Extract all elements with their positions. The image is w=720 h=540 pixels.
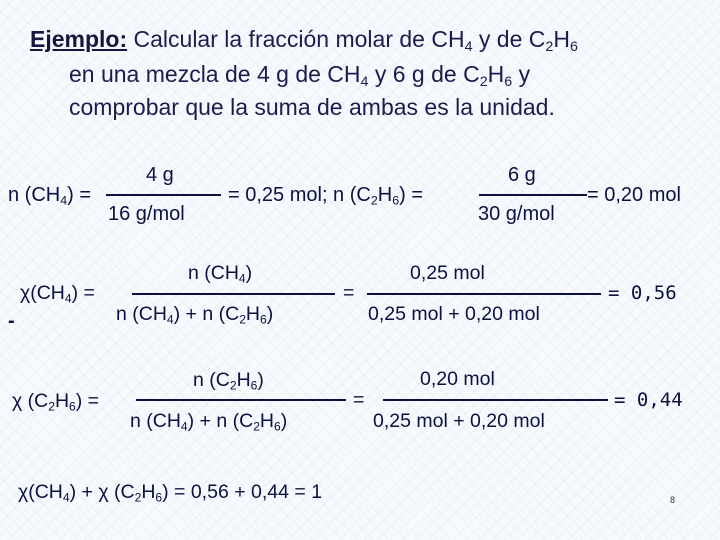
x-ch4-value-fraction-bar [367, 293, 601, 295]
x-ch4-lhs: $\chi(CH_4)$ = [20, 282, 95, 306]
x-ch4-denominator-value: 0,25 mol + 0,20 mol [368, 303, 540, 325]
n-ch4-lhs: n $(CH_4)$ = [8, 184, 92, 208]
n-ch4-fraction-bar [106, 194, 221, 196]
x-c2h6-result: = 0,44 [614, 389, 683, 411]
n-ch4-denominator: 16 g/mol [108, 203, 185, 225]
x-ch4-numerator: n $(CH_4)$ [188, 262, 253, 286]
title-line-2: en una mezcla de 4 g de $CH_4$ y 6 g de $C_2H_6$ y [69, 61, 531, 90]
x-ch4-equals: = [343, 282, 355, 304]
x-c2h6-equals: = [353, 389, 365, 411]
n-ch4-numerator: 4 g [146, 164, 174, 186]
x-c2h6-numerator: n $(C_2H_6)$ [193, 369, 264, 393]
x-c2h6-fraction-bar [136, 399, 346, 401]
n-c2h6-numerator: 6 g [508, 164, 536, 186]
x-c2h6-numerator-value: 0,20 mol [420, 368, 495, 390]
x-c2h6-denominator-value: 0,25 mol + 0,20 mol [373, 410, 545, 432]
x-ch4-fraction-bar [132, 293, 335, 295]
title-line-1: Ejemplo: Calcular la fracción molar de $CH_4$ y de $C_2H_6$ [30, 26, 578, 55]
n-c2h6-result: = 0,20 mol [587, 184, 681, 206]
x-c2h6-denominator: n $(CH_4) + n$ $(C_2H_6)$ [130, 410, 288, 434]
n-c2h6-fraction-bar [479, 194, 587, 196]
n-c2h6-lhs: = 0,25 mol; n $(C_2H_6)$ = [228, 184, 424, 208]
x-c2h6-lhs: χ $(C_2H_6)$ = [12, 390, 100, 414]
title-line-3: comprobar que la suma de ambas es la unidad. [69, 94, 555, 120]
sum-equation: $\chi(CH_4) + \chi$ $(C_2H_6) = 0,56 + 0,44 = 1$ [18, 481, 323, 505]
x-ch4-result: = 0,56 [608, 282, 677, 304]
page-number: 8 [670, 495, 676, 505]
example-label: Ejemplo: [30, 26, 128, 52]
stray-dash: - [8, 310, 15, 332]
x-ch4-denominator: n $(CH_4) + n$ $(C_2H_6)$ [116, 303, 274, 327]
x-c2h6-value-fraction-bar [383, 399, 608, 401]
n-c2h6-denominator: 30 g/mol [478, 203, 555, 225]
x-ch4-numerator-value: 0,25 mol [410, 262, 485, 284]
